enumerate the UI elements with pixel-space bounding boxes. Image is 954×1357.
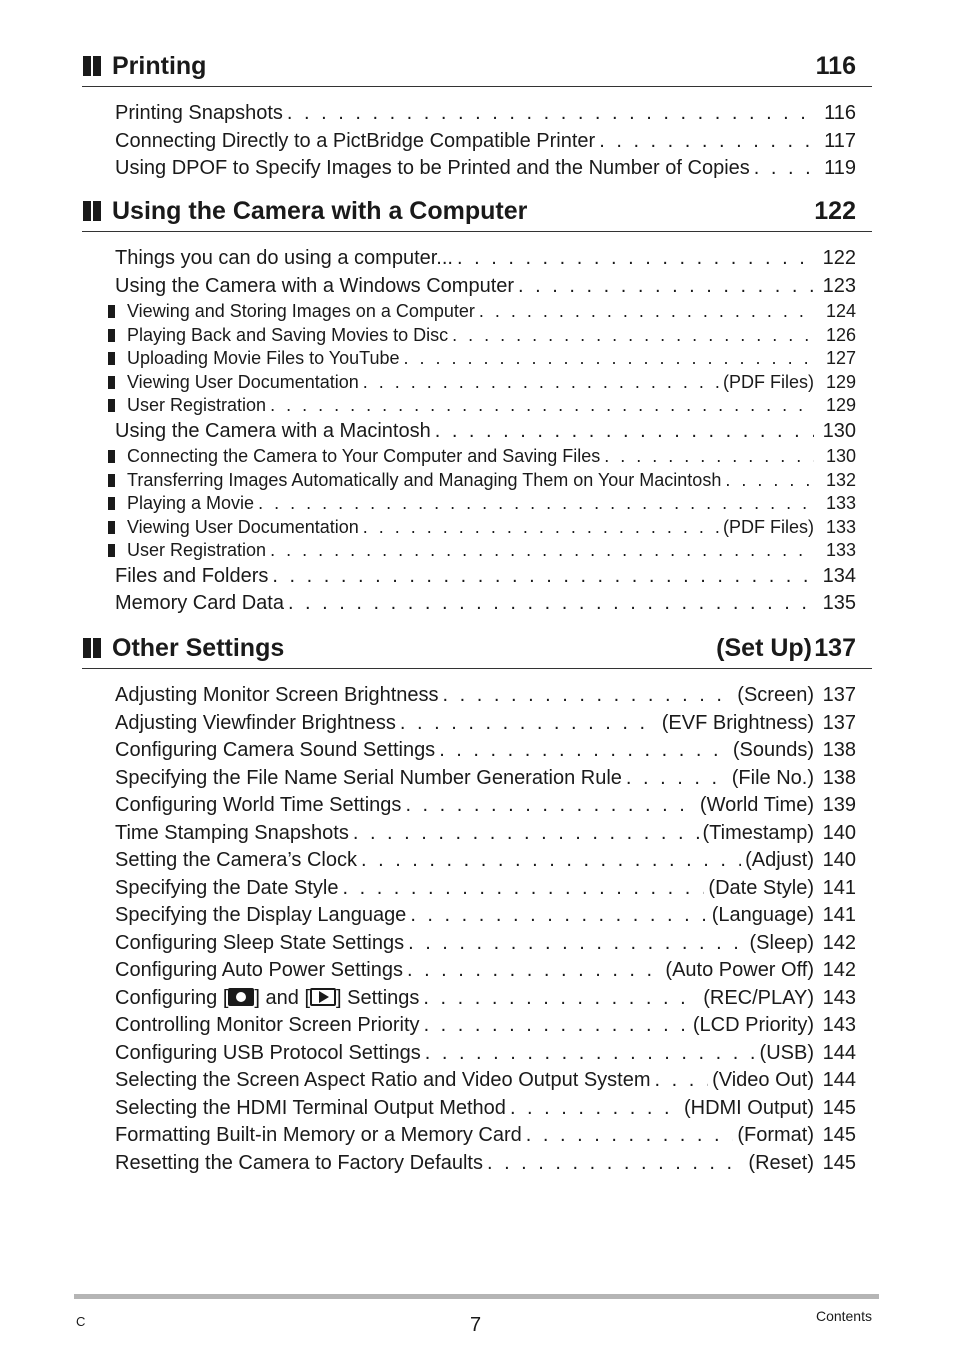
toc-subentry[interactable] — [82, 371, 872, 395]
section-title: Other Settings — [112, 634, 285, 662]
dot-leader — [405, 792, 695, 820]
entry-label: Resetting the Camera to Factory Defaults — [115, 1151, 483, 1174]
dot-leader — [439, 737, 729, 765]
section-header — [82, 632, 872, 669]
entry-label: Adjusting Monitor Screen Brightness — [115, 684, 439, 706]
entry-page: 141 — [822, 876, 856, 899]
footer-left: C — [76, 1314, 86, 1329]
entry-page: 116 — [824, 102, 856, 124]
bullet-icon — [108, 521, 115, 534]
dot-leader — [526, 1122, 734, 1150]
bullet-icon — [108, 329, 115, 342]
entry-page: 141 — [822, 904, 856, 926]
dot-leader — [599, 128, 814, 156]
entry-page: 132 — [825, 469, 856, 490]
toc-entry[interactable] — [82, 682, 872, 710]
section-computer — [82, 195, 872, 618]
toc-subentry[interactable] — [82, 394, 872, 418]
entry-note: (Adjust) — [745, 849, 814, 871]
entry-page: 137 — [822, 684, 856, 706]
entry-note: (World Time) — [699, 794, 814, 816]
entry-note: (REC/PLAY) — [703, 986, 814, 1009]
entry-label: Transferring Images Automatically and Managing Them on Your Macintosh — [127, 469, 722, 490]
toc-entry[interactable] — [82, 765, 872, 793]
dot-leader — [452, 324, 814, 348]
entry-label: Time Stamping Snapshots — [115, 821, 349, 844]
dot-leader — [342, 875, 704, 903]
toc-entry[interactable] — [82, 1150, 872, 1178]
toc-entry[interactable] — [82, 100, 872, 128]
entry-list — [82, 669, 872, 1177]
entry-note: (Auto Power Off) — [665, 959, 814, 981]
dot-leader — [655, 1067, 709, 1095]
bullet-icon — [108, 474, 115, 487]
toc-entry[interactable] — [82, 847, 872, 875]
footer-rule — [74, 1294, 879, 1299]
entry-note: (HDMI Output) — [683, 1096, 814, 1119]
dot-leader — [604, 445, 814, 469]
toc-entry[interactable] — [82, 1095, 872, 1123]
entry-page: 142 — [822, 931, 856, 954]
dot-leader — [435, 418, 814, 446]
dot-leader — [407, 957, 661, 985]
dot-leader — [479, 300, 814, 324]
section-page: 122 — [814, 197, 856, 225]
entry-label: Connecting Directly to a PictBridge Compatible Printer — [115, 129, 596, 152]
entry-page: 130 — [822, 419, 856, 442]
dot-leader — [363, 516, 719, 540]
dot-leader — [400, 710, 658, 738]
dot-leader — [287, 100, 814, 128]
bullet-icon — [108, 497, 115, 510]
entry-page: 133 — [825, 516, 856, 537]
entry-page: 144 — [822, 1041, 856, 1064]
dot-leader — [410, 902, 707, 930]
entry-page: 133 — [825, 540, 856, 560]
section-header — [82, 195, 872, 232]
toc-entry[interactable] — [82, 820, 872, 848]
entry-note: (Language) — [711, 904, 814, 926]
toc-entry[interactable] — [82, 902, 872, 930]
toc-entry[interactable] — [82, 710, 872, 738]
entry-page: 137 — [822, 711, 856, 734]
toc-subentry[interactable] — [82, 492, 872, 516]
entry-page: 138 — [822, 766, 856, 789]
toc-subentry[interactable] — [82, 539, 872, 563]
dot-leader — [457, 245, 814, 273]
section-header — [82, 50, 872, 87]
entry-label: Configuring World Time Settings — [115, 794, 402, 816]
bullet-icon — [108, 544, 115, 557]
section-page: 116 — [815, 52, 856, 80]
entry-label: Adjusting Viewfinder Brightness — [115, 711, 396, 734]
entry-note: (Reset) — [748, 1151, 814, 1174]
entry-page: 145 — [822, 1096, 856, 1119]
entry-label: Files and Folders — [115, 564, 269, 587]
entry-list — [82, 232, 872, 618]
entry-page: 140 — [822, 821, 856, 844]
entry-label: Viewing User Documentation — [127, 516, 359, 537]
dot-leader — [353, 820, 699, 848]
section-marker-icon — [82, 638, 102, 658]
entry-page: 135 — [822, 592, 856, 614]
entry-page: 127 — [825, 348, 856, 368]
footer-section-name: Contents — [815, 1308, 872, 1324]
toc-entry[interactable] — [82, 1012, 872, 1040]
entry-list — [82, 87, 872, 183]
entry-label: Configuring Camera Sound Settings — [115, 739, 436, 761]
toc-entry[interactable] — [82, 1067, 872, 1095]
toc-subentry[interactable] — [82, 445, 872, 469]
entry-label: Printing Snapshots — [115, 102, 283, 124]
entry-label: Uploading Movie Files to YouTube — [127, 348, 400, 368]
dot-leader — [258, 492, 814, 516]
entry-note: (Sleep) — [749, 931, 814, 954]
toc-entry[interactable] — [82, 875, 872, 903]
dot-leader — [361, 847, 741, 875]
toc-subentry[interactable] — [82, 347, 872, 371]
dot-leader — [518, 273, 814, 301]
dot-leader — [423, 985, 699, 1013]
bullet-icon — [108, 376, 115, 389]
bullet-icon — [108, 399, 115, 412]
entry-page: 117 — [824, 129, 856, 152]
section-marker-icon — [82, 201, 102, 221]
entry-note: (Sounds) — [732, 739, 814, 761]
entry-page: 134 — [822, 564, 856, 587]
entry-label: Configuring Sleep State Settings — [115, 931, 405, 954]
entry-note: (File No.) — [731, 766, 814, 789]
entry-page: 122 — [822, 247, 856, 269]
entry-note: (EVF Brightness) — [661, 711, 814, 734]
entry-note: (Timestamp) — [702, 821, 814, 844]
toc-entry[interactable] — [82, 737, 872, 765]
dot-leader — [270, 394, 814, 418]
entry-note: (USB) — [759, 1041, 814, 1064]
entry-label: Connecting the Camera to Your Computer and Saving Files — [127, 446, 601, 466]
entry-label: Selecting the Screen Aspect Ratio and Video Output System — [115, 1069, 651, 1091]
toc-entry[interactable] — [82, 590, 872, 618]
toc-entry[interactable] — [82, 792, 872, 820]
entry-page: 133 — [825, 493, 856, 513]
entry-page: 130 — [825, 446, 856, 466]
toc-entry[interactable] — [82, 930, 872, 958]
dot-leader — [443, 682, 734, 710]
entry-label: Playing a Movie — [127, 493, 255, 513]
dot-leader — [288, 590, 814, 618]
entry-note: (PDF Files) — [723, 371, 814, 392]
entry-page: 144 — [822, 1069, 856, 1091]
entry-label-part: Configuring [ — [115, 986, 229, 1009]
toc-entry[interactable] — [82, 1040, 872, 1068]
bullet-icon — [108, 305, 115, 318]
toc-subentry[interactable] — [82, 300, 872, 324]
toc-entry[interactable] — [82, 957, 872, 985]
entry-page: 119 — [824, 157, 856, 179]
section-subtitle: (Set Up) — [716, 634, 812, 662]
section-other-settings — [82, 632, 872, 1177]
entry-page: 126 — [825, 324, 856, 345]
toc-entry[interactable] — [82, 563, 872, 591]
section-title: Printing — [112, 52, 207, 80]
entry-label: Using DPOF to Specify Images to be Printed and the Number of Copies — [115, 157, 750, 179]
dot-leader — [272, 563, 814, 591]
entry-label: Specifying the Display Language — [115, 904, 407, 926]
entry-label: Setting the Camera’s Clock — [115, 849, 357, 871]
toc-entry[interactable] — [82, 245, 872, 273]
dot-leader — [424, 1012, 689, 1040]
entry-label: Selecting the HDMI Terminal Output Method — [115, 1096, 506, 1119]
entry-page: 124 — [825, 301, 856, 321]
entry-page: 140 — [822, 849, 856, 871]
toc-entry[interactable] — [82, 128, 872, 156]
entry-note: (PDF Files) — [723, 516, 814, 537]
bullet-icon — [108, 450, 115, 463]
dot-leader — [270, 539, 814, 563]
entry-note: (Date Style) — [708, 876, 814, 899]
entry-label: Viewing User Documentation — [127, 371, 359, 392]
dot-leader — [363, 371, 719, 395]
toc-entry[interactable] — [82, 273, 872, 301]
entry-label: Controlling Monitor Screen Priority — [115, 1014, 420, 1036]
entry-note: (Screen) — [737, 684, 814, 706]
entry-label: Formatting Built-in Memory or a Memory Card — [115, 1124, 522, 1146]
page-number: 7 — [470, 1314, 482, 1336]
section-marker-icon — [82, 56, 102, 76]
dot-leader — [404, 347, 814, 371]
dot-leader — [487, 1150, 744, 1178]
entry-label: Using the Camera with a Macintosh — [115, 419, 431, 442]
entry-page: 139 — [822, 794, 856, 816]
dot-leader — [510, 1095, 680, 1123]
entry-label: Configuring Auto Power Settings — [115, 959, 403, 981]
entry-label: User Registration — [127, 395, 267, 415]
entry-page: 129 — [825, 371, 856, 392]
toc-subentry[interactable] — [82, 516, 872, 540]
dot-leader — [626, 765, 728, 793]
toc-entry[interactable] — [82, 155, 872, 183]
section-page: 137 — [814, 634, 856, 662]
entry-label: User Registration — [127, 540, 267, 560]
play-icon — [310, 988, 336, 1006]
entry-label: Playing Back and Saving Movies to Disc — [127, 324, 449, 345]
section-title: Using the Camera with a Computer — [112, 197, 528, 225]
bullet-icon — [108, 352, 115, 365]
toc-subentry[interactable] — [82, 469, 872, 493]
entry-page: 142 — [822, 959, 856, 981]
camera-icon — [228, 988, 254, 1006]
toc-entry[interactable] — [82, 418, 872, 446]
entry-label-part: ] and [ — [254, 986, 311, 1009]
toc-entry[interactable] — [82, 985, 872, 1013]
entry-page: 145 — [822, 1124, 856, 1146]
entry-label: Specifying the Date Style — [115, 876, 339, 899]
entry-label: Using the Camera with a Windows Computer — [115, 274, 515, 297]
toc-subentry[interactable] — [82, 324, 872, 348]
entry-label-part: ] Settings — [336, 986, 420, 1009]
entry-note: (Format) — [737, 1124, 814, 1146]
entry-page: 145 — [822, 1151, 856, 1174]
entry-note: (Video Out) — [712, 1069, 814, 1091]
entry-label: Configuring USB Protocol Settings — [115, 1041, 421, 1064]
entry-page: 143 — [822, 986, 856, 1009]
entry-page: 138 — [822, 739, 856, 761]
dot-leader — [725, 469, 814, 493]
entry-label: Specifying the File Name Serial Number Generation Rule — [115, 766, 622, 789]
dot-leader — [408, 930, 745, 958]
dot-leader — [754, 155, 814, 183]
entry-page: 143 — [822, 1014, 856, 1036]
entry-page: 123 — [822, 274, 856, 297]
entry-label — [115, 985, 419, 1013]
dot-leader — [425, 1040, 756, 1068]
toc-entry[interactable] — [82, 1122, 872, 1150]
entry-label: Viewing and Storing Images on a Computer — [127, 301, 475, 321]
section-printing — [82, 50, 872, 183]
entry-note: (LCD Priority) — [692, 1014, 814, 1036]
entry-label: Memory Card Data — [115, 592, 284, 614]
entry-label: Things you can do using a computer... — [115, 247, 453, 269]
entry-page: 129 — [825, 395, 856, 415]
